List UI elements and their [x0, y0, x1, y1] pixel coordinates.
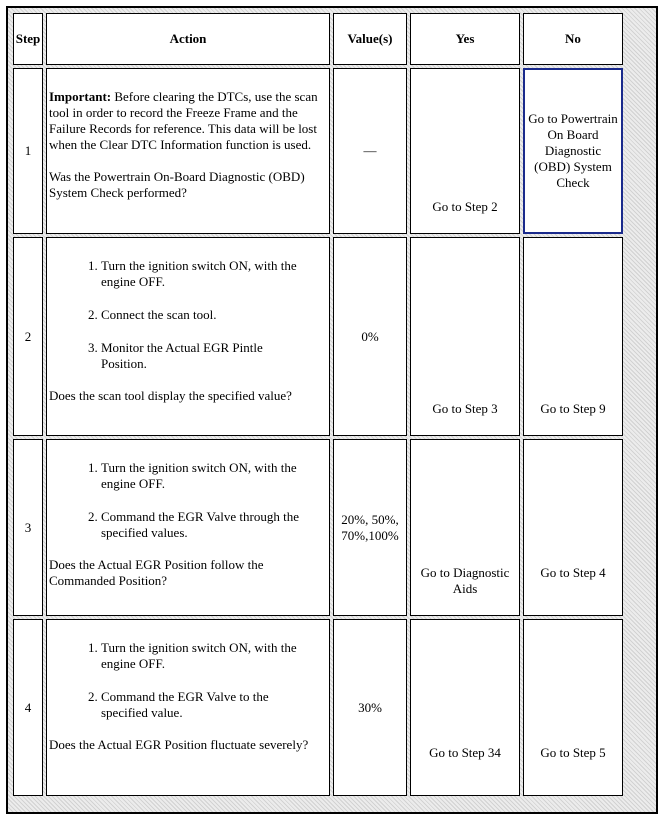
yes-link[interactable]: Go to Diagnostic Aids — [410, 439, 520, 616]
header-values: Value(s) — [333, 13, 407, 65]
value-cell: 30% — [333, 619, 407, 796]
important-note — [49, 89, 325, 153]
action-cell — [46, 237, 330, 436]
action-steps — [49, 460, 325, 541]
action-question: Does the Actual EGR Position fluctuate severely? — [49, 737, 309, 752]
step-number: 2 — [13, 237, 43, 436]
table-row — [13, 439, 623, 616]
action-steps — [49, 640, 325, 721]
important-text: Before clearing the DTCs, use the scan tool in order to record the Freeze Frame and the Failure Records for reference. This data will be lost when the Clear DTC Information function is used. — [49, 89, 318, 152]
diagnostic-table — [10, 10, 626, 799]
header-step: Step — [13, 13, 43, 65]
header-no: No — [523, 13, 623, 65]
no-link[interactable]: Go to Step 4 — [523, 439, 623, 616]
value-cell: — — [333, 68, 407, 234]
yes-link[interactable]: Go to Step 34 — [410, 619, 520, 796]
value-cell: 20%, 50%, 70%,100% — [333, 439, 407, 616]
important-label: Important: — [49, 89, 112, 104]
no-link[interactable]: Go to Step 9 — [523, 237, 623, 436]
action-cell — [46, 68, 330, 234]
header-yes: Yes — [410, 13, 520, 65]
action-step-item: 3. Monitor the Actual EGR Pintle Position. — [101, 340, 325, 372]
action-question: Was the Powertrain On-Board Diagnostic (OBD) System Check performed? — [49, 169, 305, 200]
diagnostic-table-frame — [6, 6, 658, 814]
table-row — [13, 68, 623, 234]
yes-link[interactable]: Go to Step 3 — [410, 237, 520, 436]
action-step-item: 1. Turn the ignition switch ON, with the engine OFF. — [101, 640, 325, 672]
action-cell — [46, 439, 330, 616]
header-row — [13, 13, 623, 65]
action-cell — [46, 619, 330, 796]
action-step-item: 1. Turn the ignition switch ON, with the engine OFF. — [101, 258, 325, 290]
action-step-item: 2. Command the EGR Valve through the specified values. — [101, 509, 325, 541]
action-step-item: 1. Turn the ignition switch ON, with the engine OFF. — [101, 460, 325, 492]
action-steps — [49, 258, 325, 372]
no-link[interactable]: Go to Powertrain On Board Diagnostic (OBD) System Check — [523, 68, 623, 234]
yes-link[interactable]: Go to Step 2 — [410, 68, 520, 234]
step-number: 4 — [13, 619, 43, 796]
no-link[interactable]: Go to Step 5 — [523, 619, 623, 796]
action-question: Does the scan tool display the specified value? — [49, 388, 292, 403]
step-number: 1 — [13, 68, 43, 234]
header-action: Action — [46, 13, 330, 65]
action-question: Does the Actual EGR Position follow the Commanded Position? — [49, 557, 264, 588]
table-row — [13, 619, 623, 796]
value-cell: 0% — [333, 237, 407, 436]
action-step-item: 2. Connect the scan tool. — [101, 307, 325, 323]
table-row — [13, 237, 623, 436]
action-step-item: 2. Command the EGR Valve to the specified value. — [101, 689, 325, 721]
step-number: 3 — [13, 439, 43, 616]
